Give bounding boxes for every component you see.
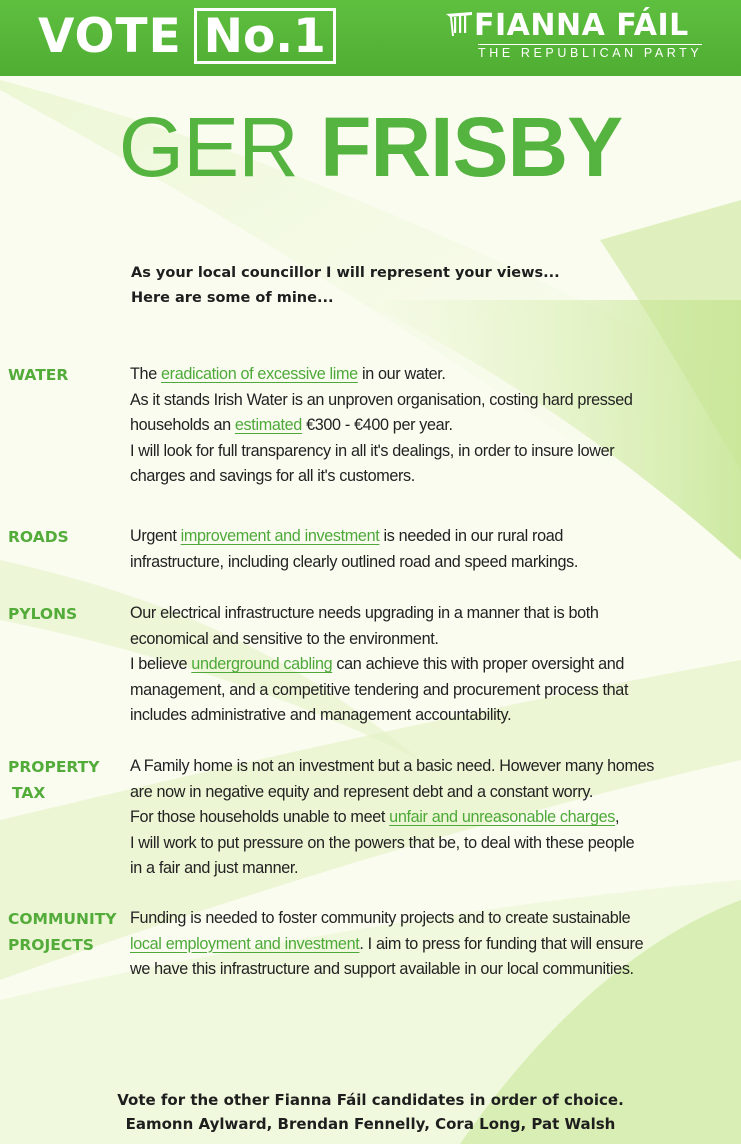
text: households an — [130, 416, 235, 435]
header-band — [0, 0, 741, 76]
body-line: management, and a competitive tendering and procurement process that — [130, 680, 629, 699]
label-line: TAX — [12, 784, 46, 802]
text: in our water. — [357, 365, 446, 383]
section-label — [8, 906, 117, 958]
body-line: includes administrative and management accountability. — [130, 706, 512, 725]
party-name: FIANNA FÁIL — [474, 8, 689, 43]
highlight-text: unfair and unreasonable charges — [389, 808, 616, 827]
text: €300 - €400 per year. — [301, 416, 453, 435]
body-line: Funding is needed to foster community projects and to create sustainable — [130, 909, 631, 927]
text: can achieve this with proper oversight and — [332, 655, 625, 674]
label-line: PROJECTS — [8, 936, 94, 954]
vote-number-box: No.1 — [194, 8, 336, 64]
intro-line: Here are some of mine... — [131, 290, 334, 306]
text: , — [615, 808, 620, 827]
party-subtitle: THE REPUBLICAN PARTY — [478, 46, 703, 60]
highlight-text: estimated — [234, 416, 302, 435]
body-line — [130, 805, 730, 831]
section-label — [8, 524, 69, 550]
section-body — [130, 754, 730, 882]
text: is needed in our rural road — [379, 527, 564, 545]
candidate-name — [0, 100, 741, 194]
section-body — [130, 906, 730, 983]
body-line: economical and sensitive to the environment. — [130, 629, 439, 648]
label-line: PROPERTY — [8, 758, 100, 776]
label-line: COMMUNITY — [8, 910, 117, 928]
highlight-text: eradication of excessive lime — [161, 365, 358, 383]
label-line: WATER — [8, 366, 69, 384]
text: Urgent — [130, 527, 181, 545]
vote-text: VOTE — [38, 8, 182, 64]
body-line: As it stands Irish Water is an unproven organisation, costing hard pressed — [130, 390, 633, 409]
body-line — [130, 413, 730, 439]
footer-line: Eamonn Aylward, Brendan Fennelly, Cora Long, Pat Walsh — [125, 1115, 616, 1133]
text: . I aim to press for funding that will ensure — [359, 934, 644, 953]
body-line: I will work to put pressure on the powers that be, to deal with these people — [130, 833, 635, 852]
body-line: we have this infrastructure and support available in our local communities. — [130, 960, 634, 979]
section-label — [8, 601, 77, 627]
text: I believe — [130, 655, 192, 674]
candidate-first-name: GER — [118, 100, 298, 194]
intro-text — [131, 261, 651, 311]
vote-number-one — [38, 5, 336, 67]
body-line: I will look for full transparency in all it's dealings, in order to insure lower — [130, 441, 615, 460]
text: The — [130, 365, 161, 383]
highlight-text: improvement and investment — [180, 527, 380, 545]
intro-line: As your local councillor I will represent your views... — [131, 265, 560, 281]
footer-candidates — [0, 1088, 741, 1136]
label-line: PYLONS — [8, 605, 78, 623]
body-line — [130, 362, 730, 388]
body-line — [130, 652, 730, 678]
body-line: Our electrical infrastructure needs upgrading in a manner that is both — [130, 604, 599, 622]
body-line: A Family home is not an investment but a basic need. However many homes — [130, 757, 654, 775]
highlight-text: underground cabling — [191, 655, 333, 674]
section-body — [130, 362, 730, 490]
text: For those households unable to meet — [130, 808, 390, 827]
section-body — [130, 601, 730, 729]
section-body — [130, 524, 730, 575]
body-line: charges and savings for all it's customers. — [130, 467, 415, 486]
label-line: ROADS — [8, 528, 69, 546]
section-label — [8, 362, 68, 388]
body-line: are now in negative equity and represent debt and a constant worry. — [130, 782, 594, 801]
party-logo — [444, 8, 729, 64]
footer-line: Vote for the other Fianna Fáil candidates in order of choice. — [117, 1091, 624, 1109]
candidate-last-name: FRISBY — [320, 100, 623, 194]
highlight-text: local employment and investment — [130, 934, 360, 953]
body-line — [130, 524, 730, 550]
body-line: in a fair and just manner. — [130, 859, 299, 878]
section-label — [8, 754, 99, 806]
harp-logo-icon — [444, 10, 474, 38]
body-line — [130, 932, 730, 958]
body-line: infrastructure, including clearly outlined road and speed markings. — [130, 552, 579, 571]
